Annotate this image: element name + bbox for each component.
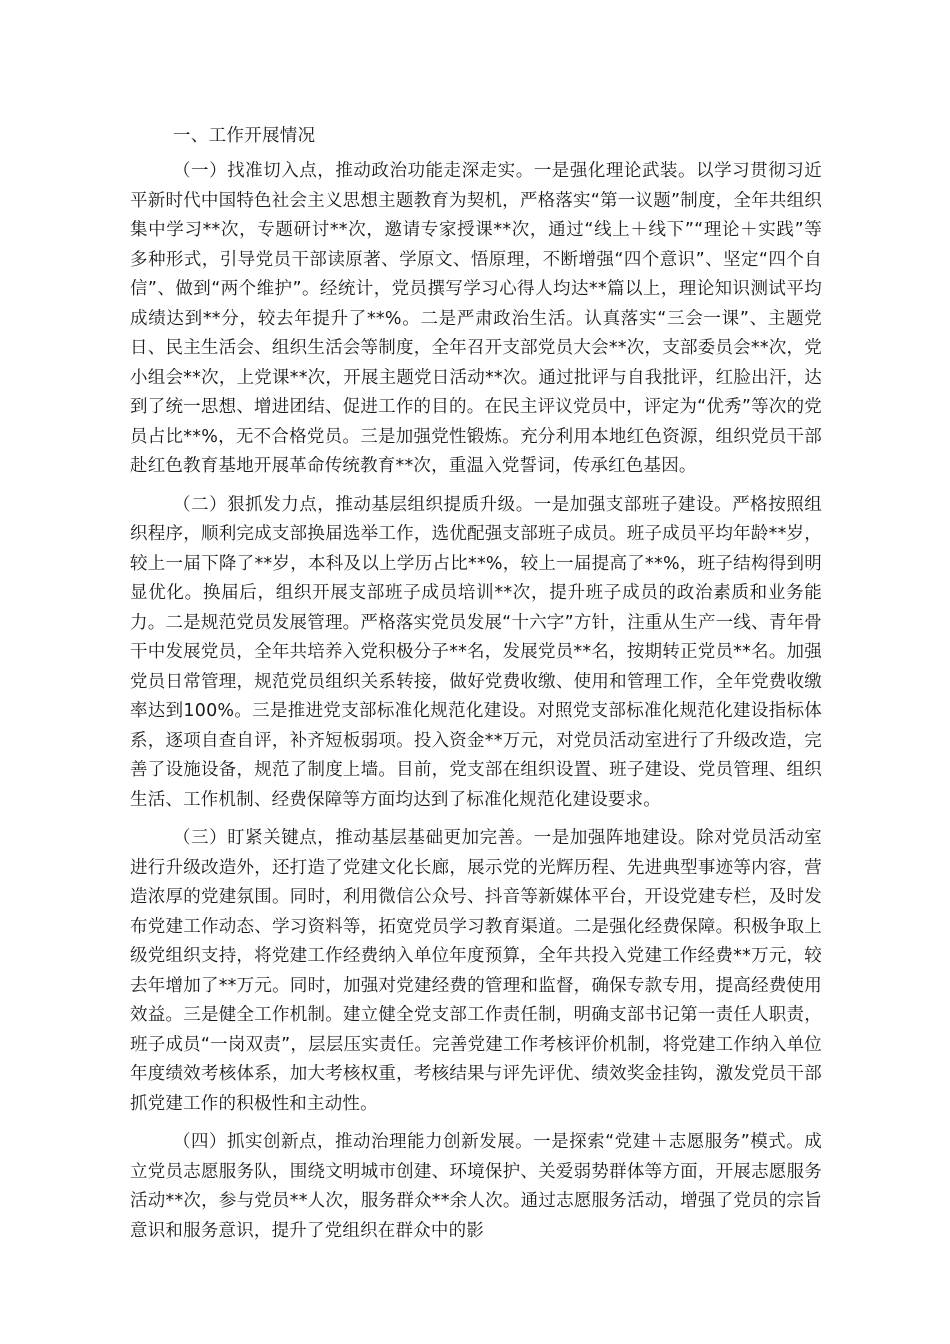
paragraph-4: （四）抓实创新点，推动治理能力创新发展。一是探索“党建＋志愿服务”模式。成立党员志愿服务队，围绕文明城市创建、环境保护、关爱弱势群体等方面，开展志愿服务活动**次，参与党员**人次，服务群众**余人次。通过志愿服务活动，增强了党员的宗旨意识和服务意识，提升了党组织在群众中的影	[130, 1132, 822, 1241]
paragraph-1: （一）找准切入点，推动政治功能走深走实。一是强化理论武装。以学习贯彻习近平新时代中国特色社会主义思想主题教育为契机，严格落实“第一议题”制度，全年共组织集中学习**次，专题研讨**次，邀请专家授课**次，通过“线上＋线下”“理论＋实践”等多种形式，引导党员干部读原著、学原文、悟原理，不断增强“四个意识”、坚定“四个自信”、做到“两个维护”。经统计，党员撰写学习心得人均达**篇以上，理论知识测试平均成绩达到**分，较去年提升了**%。二是严肃政治生活。认真落实“三会一课”、主题党日、民主生活会、组织生活会等制度，全年召开支部党员大会**次，支部委员会**次，党小组会**次，上党课**次，开展主题党日活动**次。通过批评与自我批评，红脸出汗，达到了统一思想、增进团结、促进工作的目的。在民主评议党员中，评定为“优秀”等次的党员占比**%，无不合格党员。三是加强党性锻炼。充分利用本地红色资源，组织党员干部赴红色教育基地开展革命传统教育**次，重温入党誓词，传承红色基因。	[130, 161, 822, 476]
document-page	[130, 121, 822, 1255]
paragraph-2: （二）狠抓发力点，推动基层组织提质升级。一是加强支部班子建设。严格按照组织程序，顺利完成支部换届选举工作，选优配强支部班子成员。班子成员平均年龄**岁，较上一届下降了**岁，本科及以上学历占比**%，较上一届提高了**%，班子结构得到明显优化。换届后，组织开展支部班子成员培训**次，提升班子成员的政治素质和业务能力。二是规范党员发展管理。严格落实党员发展“十六字”方针，注重从生产一线、青年骨干中发展党员，全年共培养入党积极分子**名，发展党员**名，按期转正党员**名。加强党员日常管理，规范党员组织关系转接，做好党费收缴、使用和管理工作，全年党费收缴率达到100%。三是推进党支部标准化规范化建设。对照党支部标准化规范化建设指标体系，逐项自查自评，补齐短板弱项。投入资金**万元，对党员活动室进行了升级改造，完善了设施设备，规范了制度上墙。目前，党支部在组织设置、班子建设、党员管理、组织生活、工作机制、经费保障等方面均达到了标准化规范化建设要求。	[130, 494, 822, 810]
section-heading: 一、工作开展情况	[173, 126, 316, 146]
paragraph-3: （三）盯紧关键点，推动基层基础更加完善。一是加强阵地建设。除对党员活动室进行升级改造外，还打造了党建文化长廊，展示党的光辉历程、先进典型事迹等内容，营造浓厚的党建氛围。同时，利用微信公众号、抖音等新媒体平台，开设党建专栏，及时发布党建工作动态、学习资料等，拓宽党员学习教育渠道。二是强化经费保障。积极争取上级党组织支持，将党建工作经费纳入单位年度预算，全年共投入党建工作经费**万元，较去年增加了**万元。同时，加强对党建经费的管理和监督，确保专款专用，提高经费使用效益。三是健全工作机制。建立健全党支部工作责任制，明确支部书记第一责任人职责，班子成员“一岗双责”，层层压实责任。完善党建工作考核评价机制，将党建工作纳入单位年度绩效考核体系，加大考核权重，考核结果与评先评优、绩效奖金挂钩，激发党员干部抓党建工作的积极性和主动性。	[130, 828, 822, 1114]
